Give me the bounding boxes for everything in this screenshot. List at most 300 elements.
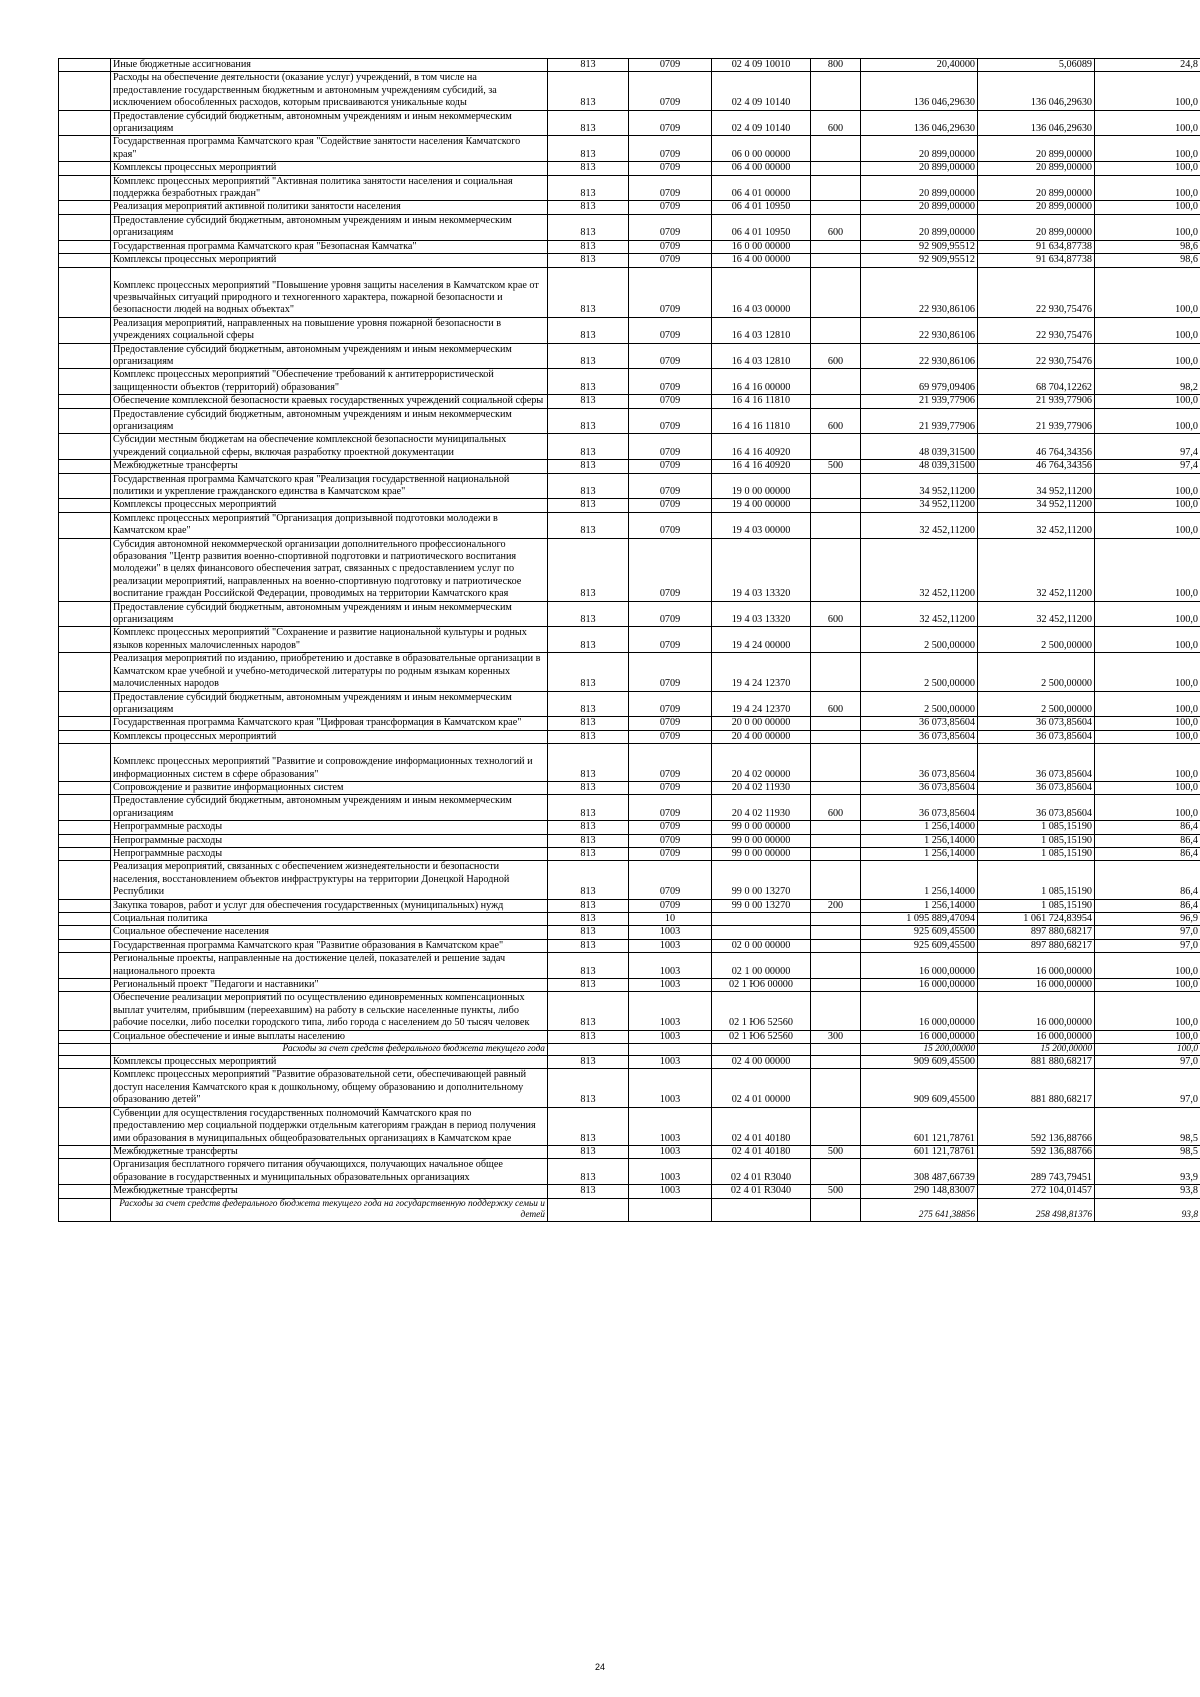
planned-amount-cell: 925 609,45500 <box>861 939 978 952</box>
planned-amount-cell: 20 899,00000 <box>861 175 978 201</box>
target-article-cell: 19 4 24 12370 <box>712 653 811 691</box>
target-article-cell: 19 4 24 00000 <box>712 627 811 653</box>
blank-cell <box>59 1145 111 1158</box>
expense-type-cell <box>811 1044 861 1056</box>
table-row <box>59 1185 1200 1198</box>
planned-amount-cell: 2 500,00000 <box>861 627 978 653</box>
expense-type-cell: 600 <box>811 214 861 240</box>
expense-type-cell <box>811 926 861 939</box>
planned-amount-cell: 21 939,77906 <box>861 395 978 408</box>
section-code-cell: 1003 <box>629 1185 712 1198</box>
table-row <box>59 979 1200 992</box>
target-article-cell: 02 1 Ю6 52560 <box>712 1030 811 1043</box>
admin-code-cell: 813 <box>548 214 629 240</box>
section-code-cell: 0709 <box>629 59 712 72</box>
table-row <box>59 913 1200 926</box>
blank-cell <box>59 473 111 499</box>
execution-percent-cell: 97,4 <box>1095 460 1200 473</box>
target-article-cell: 19 4 00 00000 <box>712 499 811 512</box>
planned-amount-cell: 48 039,31500 <box>861 460 978 473</box>
expense-name-cell: Комплексы процессных мероприятий <box>111 1056 548 1069</box>
execution-percent-cell: 86,4 <box>1095 899 1200 912</box>
expense-type-cell <box>811 953 861 979</box>
target-article-cell: 16 4 03 12810 <box>712 317 811 343</box>
table-row <box>59 691 1200 717</box>
actual-amount-cell: 16 000,00000 <box>978 992 1095 1030</box>
planned-amount-cell: 15 200,00000 <box>861 1044 978 1056</box>
planned-amount-cell: 601 121,78761 <box>861 1145 978 1158</box>
blank-cell <box>59 460 111 473</box>
blank-cell <box>59 538 111 601</box>
expense-name-cell: Непрограммные расходы <box>111 834 548 847</box>
section-code-cell: 0709 <box>629 473 712 499</box>
blank-cell <box>59 861 111 899</box>
table-row <box>59 861 1200 899</box>
admin-code-cell: 813 <box>548 744 629 782</box>
execution-percent-cell: 100,0 <box>1095 992 1200 1030</box>
expense-type-cell <box>811 627 861 653</box>
admin-code-cell: 813 <box>548 1159 629 1185</box>
section-code-cell: 0709 <box>629 499 712 512</box>
planned-amount-cell: 601 121,78761 <box>861 1107 978 1145</box>
admin-code-cell: 813 <box>548 59 629 72</box>
admin-code-cell: 813 <box>548 473 629 499</box>
expense-type-cell <box>811 136 861 162</box>
admin-code-cell: 813 <box>548 913 629 926</box>
section-code-cell: 0709 <box>629 795 712 821</box>
table-row <box>59 240 1200 253</box>
target-article-cell: 06 4 01 00000 <box>712 175 811 201</box>
admin-code-cell: 813 <box>548 979 629 992</box>
expense-type-cell <box>811 1056 861 1069</box>
execution-percent-cell: 100,0 <box>1095 1044 1200 1056</box>
blank-cell <box>59 1056 111 1069</box>
target-article-cell: 16 4 16 40920 <box>712 460 811 473</box>
actual-amount-cell: 1 085,15190 <box>978 861 1095 899</box>
actual-amount-cell: 881 880,68217 <box>978 1056 1095 1069</box>
actual-amount-cell: 136 046,29630 <box>978 110 1095 136</box>
expense-name-cell: Комплекс процессных мероприятий "Развитие образовательной сети, обеспечивающей равный доступ населения Камчатского края к дошкольному, общему образованию и дополнительному образованию детей" <box>111 1069 548 1107</box>
execution-percent-cell: 93,9 <box>1095 1159 1200 1185</box>
planned-amount-cell: 69 979,09406 <box>861 369 978 395</box>
admin-code-cell: 813 <box>548 1107 629 1145</box>
table-row <box>59 473 1200 499</box>
section-code-cell: 0709 <box>629 110 712 136</box>
admin-code-cell: 813 <box>548 1069 629 1107</box>
expense-name-cell: Государственная программа Камчатского края "Безопасная Камчатка" <box>111 240 548 253</box>
target-article-cell: 16 4 03 00000 <box>712 267 811 317</box>
table-row <box>59 72 1200 110</box>
target-article-cell <box>712 913 811 926</box>
planned-amount-cell: 16 000,00000 <box>861 979 978 992</box>
table-row <box>59 395 1200 408</box>
section-code-cell: 1003 <box>629 1056 712 1069</box>
target-article-cell: 19 4 03 13320 <box>712 538 811 601</box>
section-code-cell: 0709 <box>629 201 712 214</box>
expense-name-cell: Комплексы процессных мероприятий <box>111 499 548 512</box>
table-row <box>59 847 1200 860</box>
table-row <box>59 408 1200 434</box>
expense-name-cell: Межбюджетные трансферты <box>111 460 548 473</box>
target-article-cell: 02 4 01 R3040 <box>712 1159 811 1185</box>
expense-type-cell: 800 <box>811 59 861 72</box>
execution-percent-cell: 86,4 <box>1095 847 1200 860</box>
section-code-cell: 0709 <box>629 136 712 162</box>
section-code-cell: 0709 <box>629 821 712 834</box>
expense-name-cell: Расходы за счет средств федерального бюджета текущего года на государственную поддержку семьи и детей <box>111 1198 548 1221</box>
target-article-cell: 02 4 01 00000 <box>712 1069 811 1107</box>
expense-type-cell <box>811 847 861 860</box>
section-code-cell: 1003 <box>629 926 712 939</box>
blank-cell <box>59 926 111 939</box>
admin-code-cell: 813 <box>548 834 629 847</box>
table-row <box>59 317 1200 343</box>
actual-amount-cell: 592 136,88766 <box>978 1145 1095 1158</box>
expense-name-cell: Реализация мероприятий активной политики занятости населения <box>111 201 548 214</box>
admin-code-cell: 813 <box>548 781 629 794</box>
expense-name-cell: Реализация мероприятий, связанных с обеспечением жизнедеятельности и безопасности населения, восстановлением объектов инфраструктуры на территории Донецкой Народной Республики <box>111 861 548 899</box>
expense-type-cell: 300 <box>811 1030 861 1043</box>
planned-amount-cell: 32 452,11200 <box>861 601 978 627</box>
actual-amount-cell: 897 880,68217 <box>978 939 1095 952</box>
target-article-cell: 16 4 03 12810 <box>712 343 811 369</box>
actual-amount-cell: 1 085,15190 <box>978 847 1095 860</box>
expense-type-cell <box>811 267 861 317</box>
admin-code-cell: 813 <box>548 343 629 369</box>
section-code-cell: 0709 <box>629 434 712 460</box>
blank-cell <box>59 59 111 72</box>
section-code-cell: 0709 <box>629 847 712 860</box>
admin-code-cell: 813 <box>548 953 629 979</box>
section-code-cell: 1003 <box>629 992 712 1030</box>
execution-percent-cell: 100,0 <box>1095 473 1200 499</box>
section-code-cell: 10 <box>629 913 712 926</box>
admin-code-cell: 813 <box>548 240 629 253</box>
execution-percent-cell: 100,0 <box>1095 136 1200 162</box>
execution-percent-cell: 100,0 <box>1095 795 1200 821</box>
expense-type-cell <box>811 913 861 926</box>
target-article-cell: 02 4 01 40180 <box>712 1107 811 1145</box>
expense-name-cell: Предоставление субсидий бюджетным, автономным учреждениям и иным некоммерческим организациям <box>111 601 548 627</box>
blank-cell <box>59 653 111 691</box>
section-code-cell: 0709 <box>629 691 712 717</box>
section-code-cell: 1003 <box>629 1145 712 1158</box>
execution-percent-cell: 100,0 <box>1095 343 1200 369</box>
target-article-cell: 02 0 00 00000 <box>712 939 811 952</box>
actual-amount-cell: 22 930,75476 <box>978 343 1095 369</box>
blank-cell <box>59 254 111 267</box>
target-article-cell: 99 0 00 00000 <box>712 834 811 847</box>
execution-percent-cell: 100,0 <box>1095 395 1200 408</box>
actual-amount-cell: 91 634,87738 <box>978 254 1095 267</box>
section-code-cell: 0709 <box>629 627 712 653</box>
actual-amount-cell: 32 452,11200 <box>978 512 1095 538</box>
target-article-cell: 02 4 01 R3040 <box>712 1185 811 1198</box>
planned-amount-cell: 20,40000 <box>861 59 978 72</box>
section-code-cell: 0709 <box>629 653 712 691</box>
expense-name-cell: Государственная программа Камчатского края "Содействие занятости населения Камчатского края" <box>111 136 548 162</box>
section-code-cell: 0709 <box>629 72 712 110</box>
table-row <box>59 1069 1200 1107</box>
section-code-cell: 0709 <box>629 834 712 847</box>
admin-code-cell: 813 <box>548 1030 629 1043</box>
actual-amount-cell: 1 085,15190 <box>978 899 1095 912</box>
target-article-cell: 20 0 00 00000 <box>712 717 811 730</box>
admin-code-cell: 813 <box>548 601 629 627</box>
planned-amount-cell: 2 500,00000 <box>861 653 978 691</box>
actual-amount-cell: 22 930,75476 <box>978 267 1095 317</box>
planned-amount-cell: 22 930,86106 <box>861 267 978 317</box>
admin-code-cell: 813 <box>548 317 629 343</box>
planned-amount-cell: 92 909,95512 <box>861 240 978 253</box>
table-row <box>59 499 1200 512</box>
table-row <box>59 1198 1200 1221</box>
expense-name-cell: Непрограммные расходы <box>111 847 548 860</box>
execution-percent-cell: 100,0 <box>1095 717 1200 730</box>
target-article-cell: 06 0 00 00000 <box>712 136 811 162</box>
execution-percent-cell: 100,0 <box>1095 267 1200 317</box>
expense-name-cell: Иные бюджетные ассигнования <box>111 59 548 72</box>
expense-name-cell: Предоставление субсидий бюджетным, автономным учреждениям и иным некоммерческим организациям <box>111 110 548 136</box>
execution-percent-cell: 86,4 <box>1095 821 1200 834</box>
table-row <box>59 781 1200 794</box>
actual-amount-cell: 34 952,11200 <box>978 473 1095 499</box>
section-code-cell: 0709 <box>629 254 712 267</box>
execution-percent-cell: 100,0 <box>1095 601 1200 627</box>
actual-amount-cell: 15 200,00000 <box>978 1044 1095 1056</box>
planned-amount-cell: 92 909,95512 <box>861 254 978 267</box>
admin-code-cell: 813 <box>548 1145 629 1158</box>
target-article-cell: 02 1 00 00000 <box>712 953 811 979</box>
admin-code-cell: 813 <box>548 175 629 201</box>
expense-name-cell: Региональные проекты, направленные на достижение целей, показателей и решение задач национального проекта <box>111 953 548 979</box>
actual-amount-cell: 2 500,00000 <box>978 627 1095 653</box>
planned-amount-cell: 1 256,14000 <box>861 834 978 847</box>
actual-amount-cell: 289 743,79451 <box>978 1159 1095 1185</box>
target-article-cell: 02 1 Ю6 52560 <box>712 992 811 1030</box>
blank-cell <box>59 834 111 847</box>
target-article-cell <box>712 1198 811 1221</box>
target-article-cell: 16 4 16 00000 <box>712 369 811 395</box>
target-article-cell: 16 4 00 00000 <box>712 254 811 267</box>
execution-percent-cell: 97,0 <box>1095 939 1200 952</box>
planned-amount-cell: 275 641,38856 <box>861 1198 978 1221</box>
table-row <box>59 136 1200 162</box>
planned-amount-cell: 16 000,00000 <box>861 1030 978 1043</box>
admin-code-cell: 813 <box>548 691 629 717</box>
expense-type-cell: 600 <box>811 408 861 434</box>
planned-amount-cell: 36 073,85604 <box>861 730 978 743</box>
target-article-cell: 16 0 00 00000 <box>712 240 811 253</box>
expense-type-cell <box>811 1107 861 1145</box>
actual-amount-cell: 16 000,00000 <box>978 1030 1095 1043</box>
execution-percent-cell: 100,0 <box>1095 512 1200 538</box>
blank-cell <box>59 499 111 512</box>
planned-amount-cell: 1 256,14000 <box>861 847 978 860</box>
section-code-cell: 0709 <box>629 343 712 369</box>
section-code-cell: 0709 <box>629 781 712 794</box>
expense-type-cell <box>811 175 861 201</box>
planned-amount-cell: 909 609,45500 <box>861 1069 978 1107</box>
expense-type-cell <box>811 538 861 601</box>
table-row <box>59 939 1200 952</box>
table-row <box>59 627 1200 653</box>
section-code-cell: 0709 <box>629 369 712 395</box>
expense-type-cell <box>811 434 861 460</box>
table-row <box>59 175 1200 201</box>
blank-cell <box>59 744 111 782</box>
execution-percent-cell: 24,8 <box>1095 59 1200 72</box>
actual-amount-cell: 34 952,11200 <box>978 499 1095 512</box>
planned-amount-cell: 36 073,85604 <box>861 744 978 782</box>
target-article-cell: 16 4 16 11810 <box>712 395 811 408</box>
execution-percent-cell: 86,4 <box>1095 861 1200 899</box>
table-row <box>59 1056 1200 1069</box>
budget-execution-table <box>58 58 1200 1222</box>
admin-code-cell <box>548 1044 629 1056</box>
target-article-cell: 20 4 02 11930 <box>712 795 811 821</box>
target-article-cell: 19 4 03 13320 <box>712 601 811 627</box>
expense-name-cell: Организация бесплатного горячего питания обучающихся, получающих начальное общее образование в государственных и муниципальных образовательных организациях <box>111 1159 548 1185</box>
actual-amount-cell: 36 073,85604 <box>978 744 1095 782</box>
expense-name-cell: Непрограммные расходы <box>111 821 548 834</box>
planned-amount-cell: 32 452,11200 <box>861 538 978 601</box>
planned-amount-cell: 36 073,85604 <box>861 717 978 730</box>
section-code-cell: 0709 <box>629 744 712 782</box>
table-row <box>59 214 1200 240</box>
actual-amount-cell: 258 498,81376 <box>978 1198 1095 1221</box>
blank-cell <box>59 939 111 952</box>
target-article-cell: 99 0 00 00000 <box>712 821 811 834</box>
planned-amount-cell: 136 046,29630 <box>861 110 978 136</box>
execution-percent-cell: 100,0 <box>1095 730 1200 743</box>
expense-name-cell: Комплекс процессных мероприятий "Активная политика занятости населения и социальная поддержка безработных граждан" <box>111 175 548 201</box>
execution-percent-cell: 100,0 <box>1095 627 1200 653</box>
target-article-cell: 19 4 24 12370 <box>712 691 811 717</box>
admin-code-cell <box>548 1198 629 1221</box>
section-code-cell <box>629 1044 712 1056</box>
section-code-cell: 0709 <box>629 267 712 317</box>
actual-amount-cell: 20 899,00000 <box>978 214 1095 240</box>
expense-type-cell <box>811 653 861 691</box>
planned-amount-cell: 1 256,14000 <box>861 821 978 834</box>
section-code-cell: 0709 <box>629 538 712 601</box>
section-code-cell: 1003 <box>629 979 712 992</box>
target-article-cell: 02 4 09 10140 <box>712 110 811 136</box>
execution-percent-cell: 98,6 <box>1095 240 1200 253</box>
table-row <box>59 538 1200 601</box>
blank-cell <box>59 847 111 860</box>
actual-amount-cell: 21 939,77906 <box>978 408 1095 434</box>
section-code-cell: 0709 <box>629 408 712 434</box>
expense-name-cell: Комплекс процессных мероприятий "Сохранение и развитие национальной культуры и родных языков коренных малочисленных народов" <box>111 627 548 653</box>
execution-percent-cell: 98,6 <box>1095 254 1200 267</box>
blank-cell <box>59 1069 111 1107</box>
planned-amount-cell: 48 039,31500 <box>861 434 978 460</box>
table-row <box>59 744 1200 782</box>
admin-code-cell: 813 <box>548 899 629 912</box>
admin-code-cell: 813 <box>548 267 629 317</box>
target-article-cell: 02 4 09 10140 <box>712 72 811 110</box>
page-number: 24 <box>594 1662 605 1672</box>
planned-amount-cell: 1 256,14000 <box>861 861 978 899</box>
actual-amount-cell: 1 085,15190 <box>978 834 1095 847</box>
expense-name-cell: Расходы на обеспечение деятельности (оказание услуг) учреждений, в том числе на предоставление государственным бюджетным и автономным учреждениям субсидий, за исключением обособленных расходов, которым присваиваются уникальные коды <box>111 72 548 110</box>
execution-percent-cell: 100,0 <box>1095 499 1200 512</box>
table-row <box>59 953 1200 979</box>
planned-amount-cell: 136 046,29630 <box>861 72 978 110</box>
planned-amount-cell: 16 000,00000 <box>861 992 978 1030</box>
table-row <box>59 992 1200 1030</box>
section-code-cell: 0709 <box>629 317 712 343</box>
table-row <box>59 201 1200 214</box>
expense-type-cell <box>811 369 861 395</box>
target-article-cell: 99 0 00 13270 <box>712 861 811 899</box>
table-row <box>59 821 1200 834</box>
blank-cell <box>59 72 111 110</box>
expense-name-cell: Реализация мероприятий по изданию, приобретению и доставке в образовательные организации в Камчатском крае учебной и учебно-методической литературы по родным языкам коренных малочисленных народов <box>111 653 548 691</box>
blank-cell <box>59 1185 111 1198</box>
blank-cell <box>59 175 111 201</box>
actual-amount-cell: 592 136,88766 <box>978 1107 1095 1145</box>
expense-type-cell <box>811 1069 861 1107</box>
table-row <box>59 1159 1200 1185</box>
blank-cell <box>59 913 111 926</box>
blank-cell <box>59 1198 111 1221</box>
admin-code-cell: 813 <box>548 395 629 408</box>
blank-cell <box>59 434 111 460</box>
section-code-cell: 1003 <box>629 1030 712 1043</box>
admin-code-cell: 813 <box>548 992 629 1030</box>
expense-name-cell: Субсидия автономной некоммерческой организации дополнительного профессионального образования "Центр развития военно-спортивной подготовки и патриотического воспитания молодежи" в целях финансового обеспечения затрат, связанных с предоставлением услуг по реализации мероприятий, направленных на военно-спортивную подготовку и патриотическое воспитание граждан Российской Федерации, проводимых на территории Камчатского края <box>111 538 548 601</box>
blank-cell <box>59 343 111 369</box>
execution-percent-cell: 100,0 <box>1095 1030 1200 1043</box>
admin-code-cell: 813 <box>548 627 629 653</box>
expense-type-cell <box>811 473 861 499</box>
admin-code-cell: 813 <box>548 926 629 939</box>
table-row <box>59 162 1200 175</box>
execution-percent-cell: 93,8 <box>1095 1198 1200 1221</box>
admin-code-cell: 813 <box>548 499 629 512</box>
section-code-cell <box>629 1198 712 1221</box>
admin-code-cell: 813 <box>548 1185 629 1198</box>
target-article-cell: 19 0 00 00000 <box>712 473 811 499</box>
section-code-cell: 0709 <box>629 861 712 899</box>
actual-amount-cell: 36 073,85604 <box>978 730 1095 743</box>
admin-code-cell: 813 <box>548 717 629 730</box>
section-code-cell: 1003 <box>629 1069 712 1107</box>
expense-type-cell <box>811 162 861 175</box>
actual-amount-cell: 20 899,00000 <box>978 136 1095 162</box>
expense-type-cell <box>811 512 861 538</box>
blank-cell <box>59 627 111 653</box>
execution-percent-cell: 100,0 <box>1095 979 1200 992</box>
expense-name-cell: Предоставление субсидий бюджетным, автономным учреждениям и иным некоммерческим организациям <box>111 343 548 369</box>
admin-code-cell: 813 <box>548 201 629 214</box>
admin-code-cell: 813 <box>548 861 629 899</box>
expense-name-cell: Комплексы процессных мероприятий <box>111 254 548 267</box>
target-article-cell: 02 4 00 00000 <box>712 1056 811 1069</box>
blank-cell <box>59 1159 111 1185</box>
execution-percent-cell: 98,2 <box>1095 369 1200 395</box>
table-row <box>59 717 1200 730</box>
execution-percent-cell: 97,0 <box>1095 926 1200 939</box>
blank-cell <box>59 795 111 821</box>
planned-amount-cell: 20 899,00000 <box>861 162 978 175</box>
execution-percent-cell: 100,0 <box>1095 317 1200 343</box>
admin-code-cell: 813 <box>548 512 629 538</box>
expense-type-cell: 500 <box>811 1145 861 1158</box>
